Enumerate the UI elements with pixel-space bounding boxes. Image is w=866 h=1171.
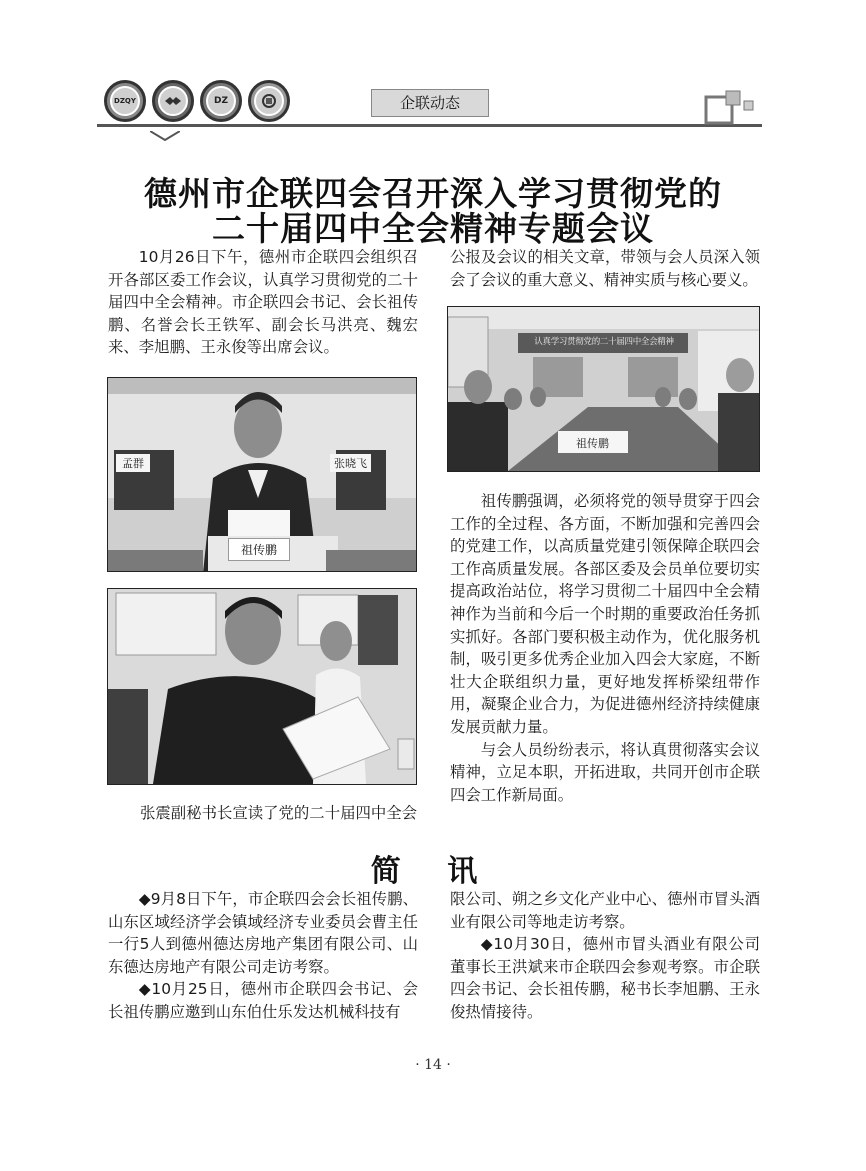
- nameplate-right: 张晓飞: [330, 454, 371, 472]
- section-tag: 企联动态: [371, 89, 489, 117]
- logo-1-text: DZQY: [110, 86, 140, 116]
- left-paragraph-text: 10月26日下午，德州市企联四会组织召开各部区委工作会议，认真学习贯彻党的二十届四中全会精神。市企联四会书记、会长祖传鹏、名誉会长王铁军、副会长马洪亮、魏宏来、李旭鹏、王永俊等出席会议。: [108, 248, 418, 357]
- emblem-icon: [254, 86, 284, 116]
- association-logo-2: [152, 80, 194, 122]
- header-logos: [104, 80, 294, 124]
- nameplate-center: 祖传鹏: [228, 538, 290, 561]
- left-paragraph: [108, 246, 418, 359]
- photo-caption: 张震副秘书长宣读了党的二十届四中全会: [140, 804, 418, 822]
- article-title-line-2: 二十届四中全会精神专题会议: [212, 209, 654, 248]
- meeting-nameplate: 祖传鹏: [576, 437, 609, 450]
- right-paragraph-continued: [450, 246, 760, 291]
- photo-speaker: [107, 377, 417, 572]
- header-pointer-icon: [150, 126, 180, 145]
- brief-item-2-start: ◆10月25日，德州市企联四会书记、会长祖传鹏应邀到山东伯仕乐发达机械科技有: [108, 980, 418, 1021]
- brief-item-3: ◆10月30日，德州市冒头酒业有限公司董事长王洪斌来市企联四会参观考察。市企联四会书记、会长祖传鹏，秘书长李旭鹏、王永俊热情接待。: [450, 935, 760, 1021]
- article-title-line-1: 德州市企联四会召开深入学习贯彻党的: [144, 174, 722, 213]
- right-paragraph-continued-text: 公报及会议的相关文章，带领与会人员深入领会了会议的重大意义、精神实质与核心要义。: [450, 248, 760, 289]
- brief-item-2-continued: 限公司、朔之乡文化产业中心、德州市冒头酒业有限公司等地走访考察。: [450, 890, 760, 931]
- association-logo-1: [104, 80, 146, 122]
- association-logo-3: [200, 80, 242, 122]
- photo-reading: [107, 588, 417, 785]
- briefs-title: 简 讯: [370, 854, 496, 889]
- briefs-right-column: [450, 888, 760, 1024]
- right-paragraphs: [450, 490, 760, 806]
- handshake-icon: [158, 86, 188, 116]
- right-paragraph-2: 祖传鹏强调，必须将党的领导贯穿于四会工作的全过程、各方面，不断加强和完善四会的党建工作，以高质量党建引领保障企联四会工作高质量发展。各部区委及会员单位要切实提高政治站位，将学习贯彻二十届四中全会精神作为当前和今后一个时期的重要政治任务抓实抓好。各部门要积极主动作为，优化服务机制，吸引更多优秀企业加入四会大家庭，不断壮大企联组织力量，更好地发挥桥梁纽带作用，凝聚企业合力，为促进德州经济持续健康发展贡献力量。: [450, 492, 760, 736]
- association-logo-4: [248, 80, 290, 122]
- photo-meeting-room: [447, 306, 760, 472]
- page-number: · 14 ·: [415, 1057, 451, 1073]
- briefs-left-column: [108, 888, 418, 1024]
- nameplate-left: 孟群: [116, 454, 150, 472]
- brief-item-1: ◆9月8日下午，市企联四会会长祖传鹏、山东区域经济学会镇域经济专业委员会曹主任一行5人到德州德达房地产集团有限公司、山东德达房地产有限公司走访考察。: [108, 890, 418, 976]
- header-rule: [97, 124, 762, 127]
- corner-squares-icon: [700, 83, 760, 129]
- meeting-banner: 认真学习贯彻党的二十届四中全会精神: [534, 337, 674, 347]
- logo-3-text: DZ: [206, 86, 236, 116]
- right-paragraph-3: 与会人员纷纷表示，将认真贯彻落实会议精神，立足本职，开拓进取，共同开创市企联四会工作新局面。: [450, 740, 760, 804]
